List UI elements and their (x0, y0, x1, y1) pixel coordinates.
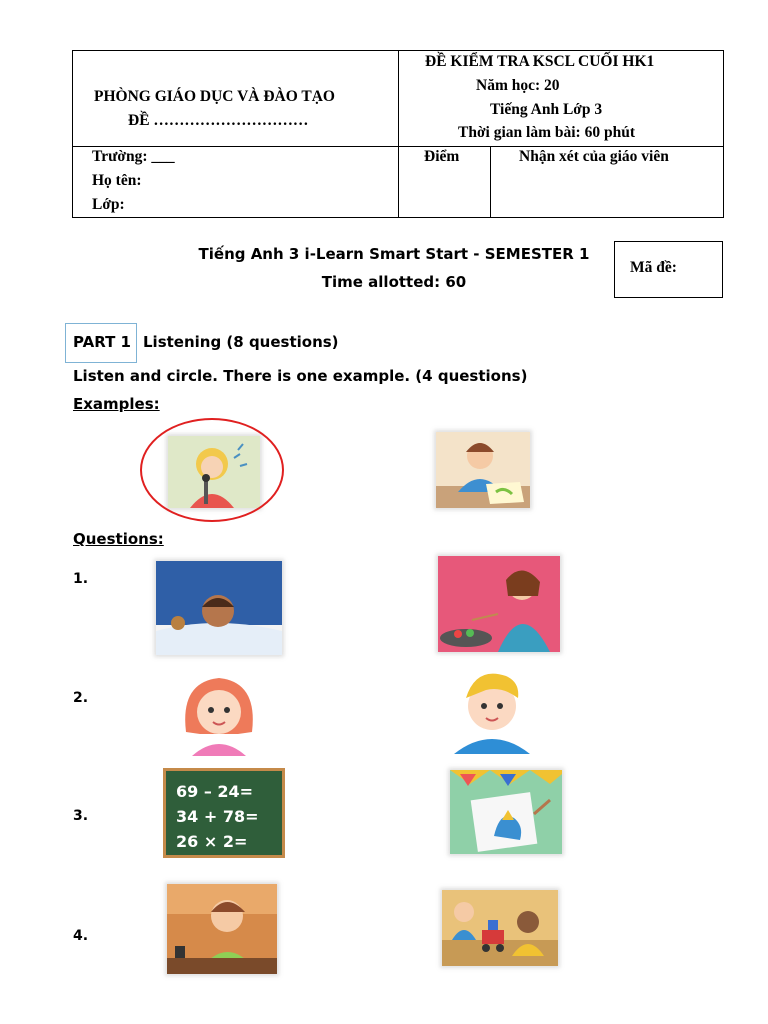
name-field[interactable]: Họ tên: (92, 172, 142, 189)
question-number: 1. (73, 571, 89, 587)
boy-sleeping-icon[interactable] (156, 561, 282, 655)
example-answer-circle (140, 418, 284, 522)
department-name: PHÒNG GIÁO DỤC VÀ ĐÀO TẠO (94, 88, 335, 105)
school-field[interactable]: Trường: ___ (92, 148, 175, 165)
chalkboard-line: 26 × 2= (176, 832, 248, 851)
question-number: 4. (73, 928, 89, 944)
chalkboard-line: 69 – 24= (176, 782, 254, 801)
questions-label: Questions: (73, 530, 164, 548)
chalkboard-line: 34 + 78= (176, 807, 259, 826)
boy-playing-icon[interactable] (167, 884, 277, 974)
teacher-comment-label: Nhận xét của giáo viên (519, 148, 669, 165)
class-field[interactable]: Lớp: (92, 196, 125, 213)
school-year: Năm học: 20 (476, 77, 560, 94)
girl-face-icon[interactable] (178, 672, 260, 756)
part-label: PART 1 (73, 333, 131, 351)
examples-label: Examples: (73, 395, 160, 413)
exam-code-label: Mã đề: (630, 259, 677, 276)
question-number: 2. (73, 690, 89, 706)
exam-duration: Thời gian làm bài: 60 phút (458, 124, 635, 141)
children-playing-toys-icon[interactable] (442, 890, 558, 966)
question-number: 3. (73, 808, 89, 824)
score-label: Điểm (424, 148, 460, 165)
exam-title: ĐỀ KIỂM TRA KSCL CUỐI HK1 (425, 53, 655, 70)
time-allotted: Time allotted: 60 (321, 273, 467, 291)
woman-cooking-icon[interactable] (438, 556, 560, 652)
painting-icon[interactable] (450, 770, 562, 854)
math-chalkboard-icon[interactable] (163, 768, 285, 858)
boy-face-icon[interactable] (446, 664, 536, 754)
boy-drawing-icon[interactable] (436, 432, 530, 508)
part-heading: Listening (8 questions) (143, 333, 339, 351)
subject-grade: Tiếng Anh Lớp 3 (490, 101, 603, 118)
test-title: Tiếng Anh 3 i-Learn Smart Start - SEMESTER 1 (198, 245, 590, 263)
instruction: Listen and circle. There is one example. (4 questions) (73, 367, 528, 385)
exam-code-line: ĐỀ ………………………… (128, 112, 309, 129)
